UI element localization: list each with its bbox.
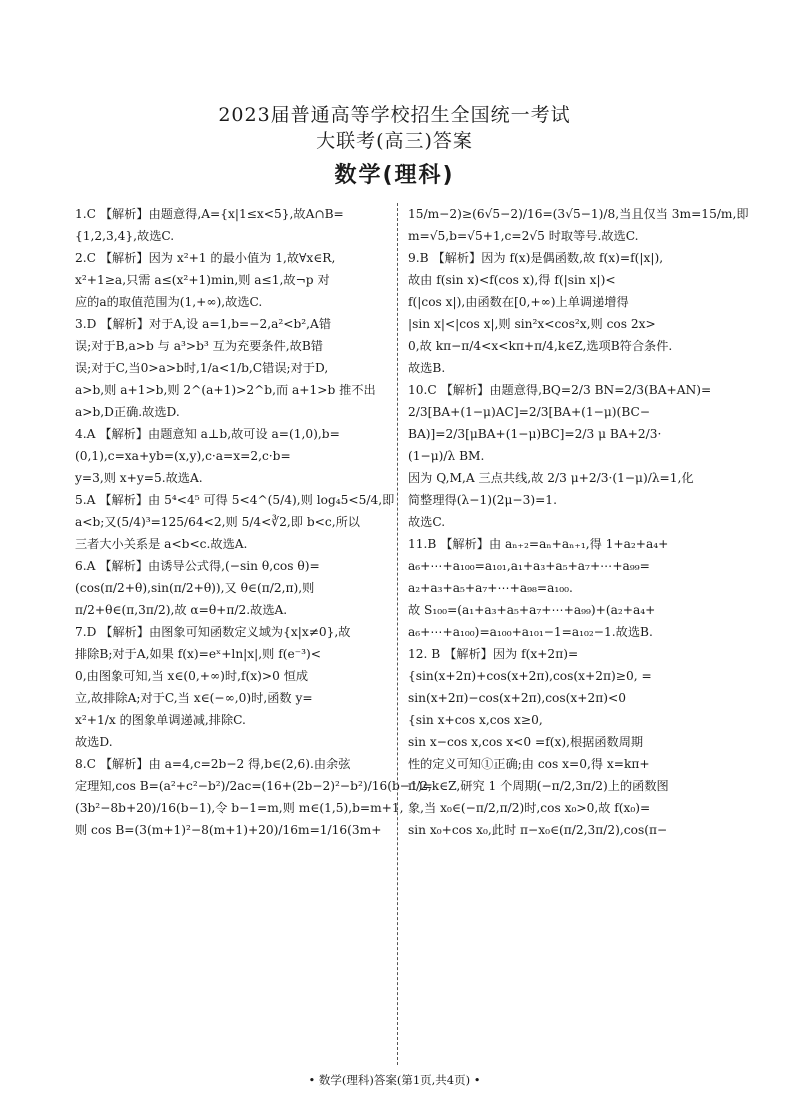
column-divider (397, 203, 398, 1065)
solution-line: 象,当 x₀∈(−π/2,π/2)时,cos x₀>0,故 f(x₀)= (408, 801, 651, 815)
solution-line: a<b;又(5/4)³=125/64<2,则 5/4<∛2,即 b<c,所以 (75, 515, 360, 529)
solution-line: 误;对于C,当0>a>b时,1/a<1/b,C错误;对于D, (75, 361, 329, 375)
solution-line: sin(x+2π)−cos(x+2π),cos(x+2π)<0 (408, 691, 626, 705)
solution-line: a>b,D正确.故选D. (75, 405, 180, 419)
solution-line: 11.B 【解析】由 aₙ₊₂=aₙ+aₙ₊₁,得 1+a₂+a₄+ (408, 537, 669, 551)
solution-item (75, 621, 387, 753)
solution-line: 应的a的取值范围为(1,+∞),故选C. (75, 295, 263, 309)
solution-line: f(|cos x|),由函数在[0,+∞)上单调递增得 (408, 295, 629, 309)
solution-item (75, 555, 387, 621)
solution-line: (0,1),c=xa+yb=(x,y),c·a=x=2,c·b= (75, 449, 291, 463)
solution-line: 误;对于B,a>b 与 a³>b³ 互为充要条件,故B错 (75, 339, 323, 353)
solution-item (408, 533, 721, 643)
solution-item (408, 643, 721, 841)
solution-line: 1.C 【解析】由题意得,A={x|1≤x<5},故A∩B= (75, 207, 344, 221)
solution-line: 2.C 【解析】因为 x²+1 的最小值为 1,故∀x∈R, (75, 251, 336, 265)
solution-line: 6.A 【解析】由诱导公式得,(−sin θ,cos θ)= (75, 559, 320, 573)
solution-line: 定理知,cos B=(a²+c²−b²)/2ac=(16+(2b−2)²−b²)/16(b−1)= (75, 779, 433, 793)
solution-line: x²+1/x 的图象单调递减,排除C. (75, 713, 246, 727)
right-column (408, 203, 749, 841)
solution-line: 3.D 【解析】对于A,设 a=1,b=−2,a²<b²,A错 (75, 317, 332, 331)
page-footer: • 数学(理科)答案(第1页,共4页) • (308, 1073, 481, 1087)
solution-line: a>b,则 a+1>b,则 2^(a+1)>2^b,而 a+1>b 推不出 (75, 383, 376, 397)
solution-line: 7.D 【解析】由图象可知函数定义域为{x|x≠0},故 (75, 625, 351, 639)
solution-line: 简整理得(λ−1)(2μ−3)=1. (408, 493, 557, 507)
solution-item (75, 203, 387, 247)
solution-item (408, 379, 721, 533)
solution-line: 故选D. (75, 735, 113, 749)
solution-line: 三者大小关系是 a<b<c.故选A. (75, 537, 248, 551)
solution-line: (cos(π/2+θ),sin(π/2+θ)),又 θ∈(π/2,π),则 (75, 581, 315, 595)
solution-line: a₂+a₃+a₅+a₇+⋯+a₉₈=a₁₀₀. (408, 581, 573, 595)
solution-item (75, 423, 387, 489)
solution-line: x²+1≥a,只需 a≤(x²+1)min,则 a≤1,故¬p 对 (75, 273, 330, 287)
solution-item (75, 489, 395, 555)
solution-line: y=3,则 x+y=5.故选A. (75, 471, 203, 485)
solution-item (75, 247, 387, 313)
solution-line: 则 cos B=(3(m+1)²−8(m+1)+20)/16m=1/16(3m+ (75, 823, 382, 837)
solution-line: |sin x|<|cos x|,则 sin²x<cos²x,则 cos 2x> (408, 317, 656, 331)
solution-line: 因为 Q,M,A 三点共线,故 2/3 μ+2/3·(1−μ)/λ=1,化 (408, 471, 694, 485)
solution-line: sin x₀+cos x₀,此时 π−x₀∈(π/2,3π/2),cos(π− (408, 823, 668, 837)
solution-line: 故由 f(sin x)<f(cos x),得 f(|sin x|)< (408, 273, 616, 287)
solution-line: (3b²−8b+20)/16(b−1),令 b−1=m,则 m∈(1,5),b=m+1, (75, 801, 404, 815)
solution-line: π/2,k∈Z,研究 1 个周期(−π/2,3π/2)上的函数图 (408, 779, 669, 793)
solution-line: 10.C 【解析】由题意得,BQ=2/3 BN=2/3(BA+AN)= (408, 383, 712, 397)
solution-line: m=√5,b=√5+1,c=2√5 时取等号.故选C. (408, 229, 639, 243)
solution-line: 2/3[BA+(1−μ)AC]=2/3[BA+(1−μ)(BC− (408, 405, 651, 419)
solution-item (408, 203, 749, 247)
solution-line: 立,故排除A;对于C,当 x∈(−∞,0)时,函数 y= (75, 691, 313, 705)
solution-line: 故 S₁₀₀=(a₁+a₃+a₅+a₇+⋯+a₉₉)+(a₂+a₄+ (408, 603, 656, 617)
solution-line: a₆+⋯+a₁₀₀)=a₁₀₀+a₁₀₁−1=a₁₀₂−1.故选B. (408, 625, 653, 639)
solution-line: 排除B;对于A,如果 f(x)=eˣ+ln|x|,则 f(e⁻³)< (75, 647, 321, 661)
solution-line: 故选C. (408, 515, 446, 529)
subject-title: 数学(理科) (334, 163, 455, 188)
solution-line: 性的定义可知①正确;由 cos x=0,得 x=kπ+ (408, 757, 650, 771)
solution-line: sin x−cos x,cos x<0 =f(x),根据函数周期 (408, 735, 644, 749)
solution-line: 4.A 【解析】由题意知 a⊥b,故可设 a=(1,0),b= (75, 427, 340, 441)
solution-line: 0,故 kπ−π/4<x<kπ+π/4,k∈Z,选项B符合条件. (408, 339, 673, 353)
solution-line: 5.A 【解析】由 5⁴<4⁵ 可得 5<4^(5/4),则 log₄5<5/4,即 (75, 493, 395, 507)
solution-line: {sin(x+2π)+cos(x+2π),cos(x+2π)≥0, = (408, 669, 652, 683)
solution-line: 12. B 【解析】因为 f(x+2π)= (408, 647, 579, 661)
exam-title: 2023届普通高等学校招生全国统一考试 (218, 104, 571, 126)
solution-line: {sin x+cos x,cos x≥0, (408, 713, 543, 727)
solution-line: 0,由图象可知,当 x∈(0,+∞)时,f(x)>0 恒成 (75, 669, 309, 683)
solution-line: {1,2,3,4},故选C. (75, 229, 175, 243)
solution-line: 故选B. (408, 361, 446, 375)
solution-item (75, 313, 387, 423)
solution-line: a₆+⋯+a₁₀₀=a₁₀₁,a₁+a₃+a₅+a₇+⋯+a₉₉= (408, 559, 650, 573)
solution-line: π/2+θ∈(π,3π/2),故 α=θ+π/2.故选A. (75, 603, 288, 617)
solution-line: 8.C 【解析】由 a=4,c=2b−2 得,b∈(2,6).由余弦 (75, 757, 351, 771)
solution-item (75, 753, 433, 841)
solution-line: 15/m−2)≥(6√5−2)/16=(3√5−1)/8,当且仅当 3m=15/m,即 (408, 207, 749, 221)
solution-line: 9.B 【解析】因为 f(x)是偶函数,故 f(x)=f(|x|), (408, 251, 664, 265)
solution-item (408, 247, 721, 379)
solution-line: (1−μ)/λ BM. (408, 449, 485, 463)
solution-line: BA)]=2/3[μBA+(1−μ)BC]=2/3 μ BA+2/3· (408, 427, 662, 441)
exam-subtitle: 大联考(高三)答案 (316, 130, 473, 152)
